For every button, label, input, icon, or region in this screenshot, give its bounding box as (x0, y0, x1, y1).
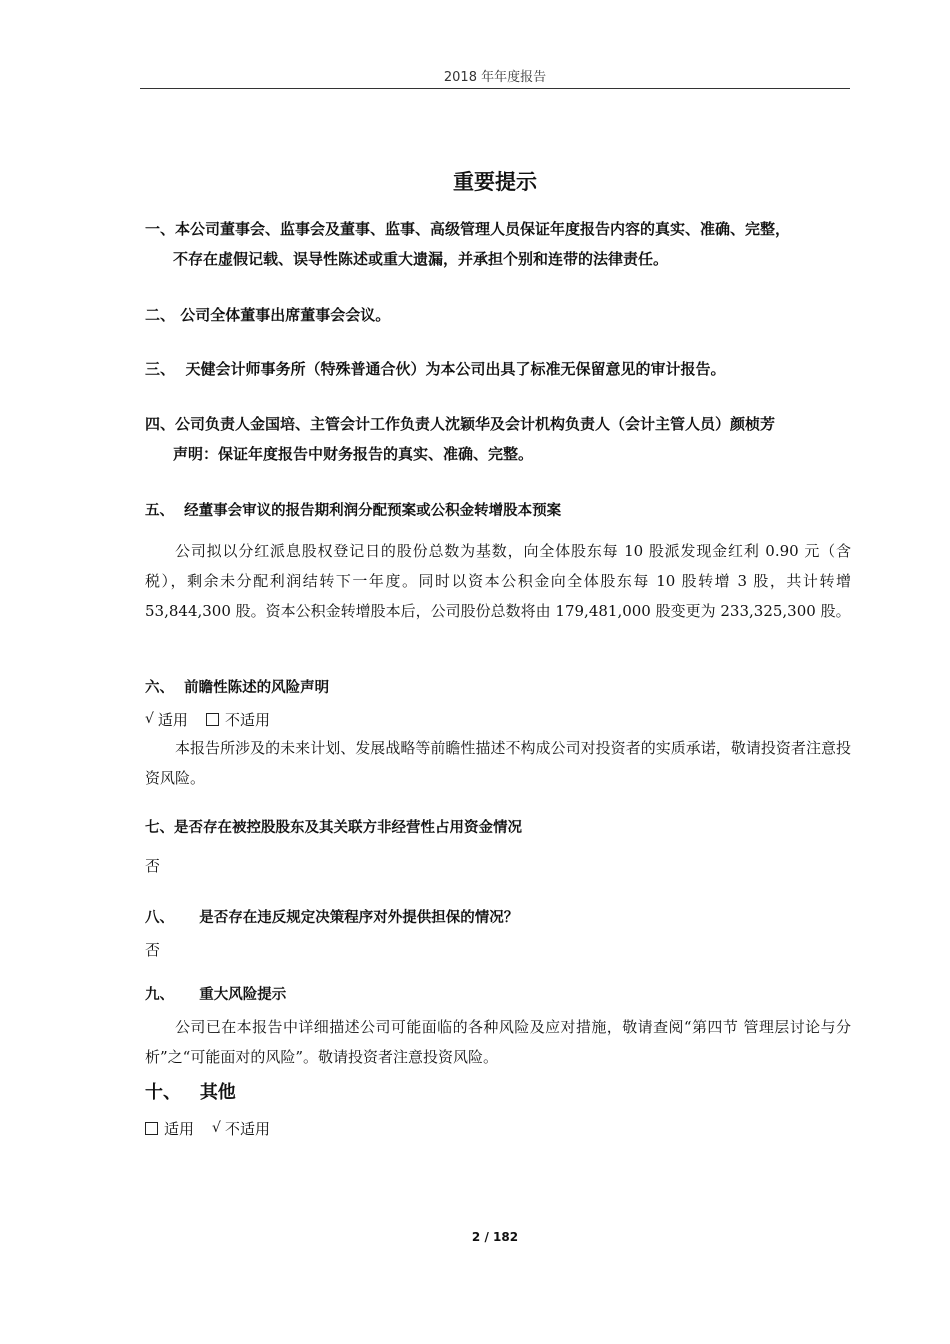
item-3 (145, 354, 851, 384)
item-1 (145, 214, 851, 274)
option-not-applicable-label: 不适用 (224, 710, 270, 729)
item-5-body-text: 公司拟以分红派息股权登记日的股份总数为基数，向全体股东每 10 股派发现金红利 0.90 元（含税），剩余未分配利润结转下一年度。同时以资本公积金向全体股东每 10 股转增 3 股，共计转增 53,844,300 股。资本公积金转增股本后，公司股份总数将由 179,481,000 股变更为 233,325,300 股。 (145, 542, 851, 620)
item-9-body-text: 公司已在本报告中详细描述公司可能面临的各种风险及应对措施，敬请查阅“第四节 管理层讨论与分析”之“可能面对的风险”。敬请投资者注意投资风险。 (145, 1018, 851, 1066)
item-9 (145, 980, 851, 1010)
item-1-number: 一、 (145, 220, 176, 238)
item-4-line2: 声明：保证年度报告中财务报告的真实、准确、完整。 (173, 445, 534, 463)
option-not-applicable-label: 不适用 (224, 1119, 270, 1138)
check-mark-icon: √ (212, 1120, 221, 1136)
item-8-answer: 否 (145, 941, 161, 959)
item-10-heading: 其他 (199, 1082, 236, 1103)
header-divider (140, 88, 850, 89)
item-9-heading: 重大风险提示 (199, 987, 287, 1003)
item-8 (145, 903, 851, 933)
item-7-heading: 是否存在被控股股东及其关联方非经营性占用资金情况 (174, 820, 522, 836)
item-2-text: 公司全体董事出席董事会会议。 (180, 306, 391, 324)
item-6-heading: 前瞻性陈述的风险声明 (184, 680, 330, 696)
item-4-line1: 公司负责人金国培、主管会计工作负责人沈颖华及会计机构负责人（会计主管人员）颜桢芳 (175, 415, 776, 433)
item-7 (145, 813, 851, 843)
item-4-number: 四、 (145, 415, 176, 433)
item-6-number: 六、 (145, 680, 174, 696)
item-6-body (145, 733, 851, 793)
item-7-answer: 否 (145, 857, 161, 875)
page-title: 重要提示 (453, 170, 537, 194)
empty-checkbox-icon (145, 1122, 158, 1135)
item-6-options (145, 707, 851, 731)
item-9-number: 九、 (145, 987, 174, 1003)
item-10-options (145, 1116, 851, 1140)
item-6-body-text: 本报告所涉及的未来计划、发展战略等前瞻性描述不构成公司对投资者的实质承诺，敬请投资者注意投资风险。 (145, 739, 851, 787)
empty-checkbox-icon (206, 713, 219, 726)
page-number: 2 / 182 (471, 1230, 519, 1244)
item-3-number: 三、 (145, 360, 176, 378)
item-6 (145, 673, 851, 703)
item-8-heading: 是否存在违反规定决策程序对外提供担保的情况？ (199, 910, 519, 926)
item-10-number: 十、 (145, 1082, 181, 1103)
item-1-line2: 不存在虚假记载、误导性陈述或重大遗漏，并承担个别和连带的法律责任。 (173, 250, 669, 268)
item-5-heading: 经董事会审议的报告期利润分配预案或公积金转增股本预案 (184, 503, 562, 519)
item-10 (145, 1078, 851, 1108)
item-5 (145, 496, 851, 526)
item-9-body (145, 1012, 851, 1072)
item-3-text: 天健会计师事务所（特殊普通合伙）为本公司出具了标准无保留意见的审计报告。 (185, 360, 726, 378)
item-5-number: 五、 (145, 503, 174, 519)
item-2-number: 二、 (145, 306, 176, 324)
check-mark-icon: √ (145, 711, 154, 727)
item-2 (145, 300, 851, 330)
option-applicable-label: 适用 (164, 1119, 195, 1138)
item-7-number: 七、 (145, 820, 174, 836)
item-1-line1: 本公司董事会、监事会及董事、监事、高级管理人员保证年度报告内容的真实、准确、完整， (175, 220, 791, 238)
option-applicable-label: 适用 (157, 710, 188, 729)
item-8-number: 八、 (145, 910, 174, 926)
page-header: 2018 年年度报告 (443, 70, 547, 85)
item-4 (145, 409, 851, 469)
item-5-body (145, 536, 851, 626)
